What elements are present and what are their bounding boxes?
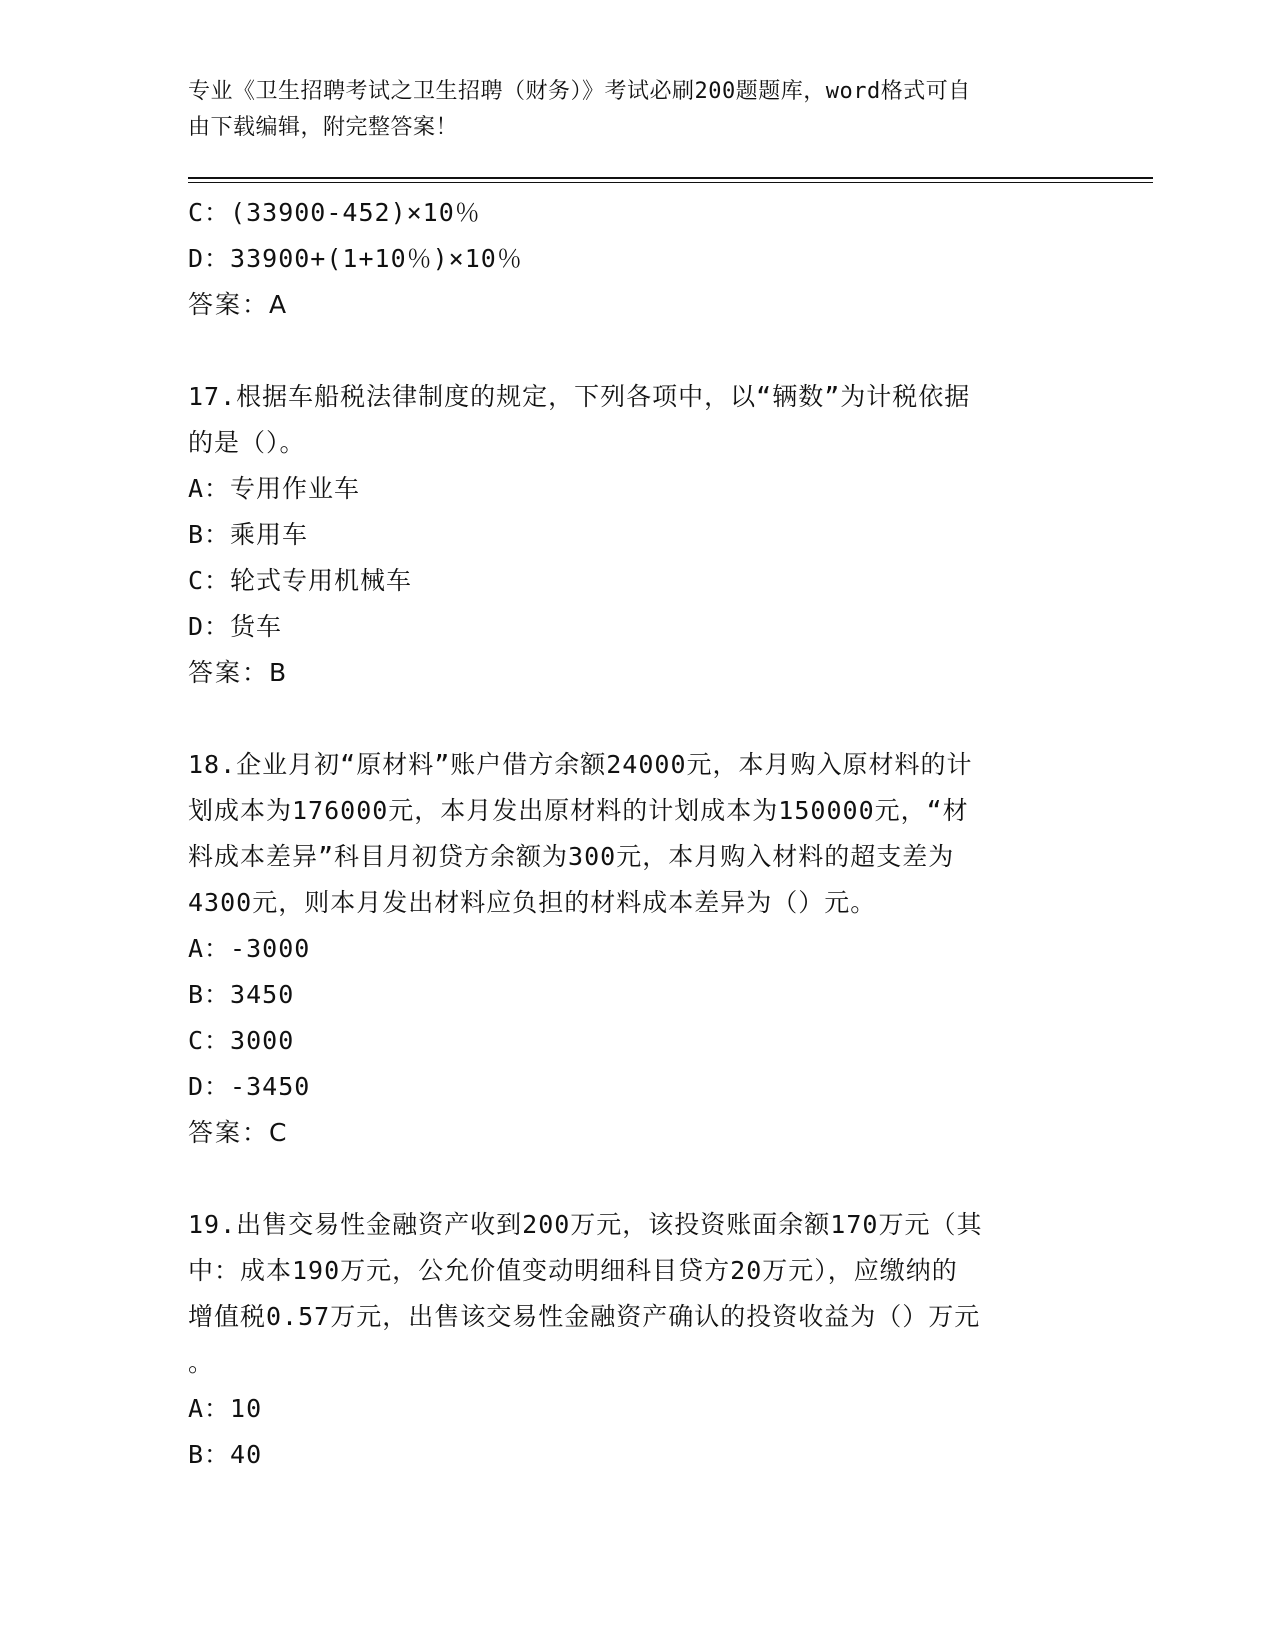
q17-answer: 答案：B xyxy=(188,658,289,687)
question-19 xyxy=(188,1202,1088,1478)
spacer xyxy=(188,328,1088,374)
q17-stem-line-2: 的是（）。 xyxy=(188,428,306,457)
question-16 xyxy=(188,190,1088,328)
q17-option-b: B：乘用车 xyxy=(188,520,309,549)
q16-option-d: D：33900+(1+10％)×10％ xyxy=(188,244,523,273)
q17-stem-line-1: 17.根据车船税法律制度的规定，下列各项中，以“辆数”为计税依据 xyxy=(188,382,971,411)
q19-option-a: A：10 xyxy=(188,1394,263,1423)
q18-option-a: A：-3000 xyxy=(188,934,311,963)
q19-stem-line-3: 增值税0.57万元，出售该交易性金融资产确认的投资收益为（）万元 xyxy=(188,1302,981,1331)
q18-option-c: C：3000 xyxy=(188,1026,295,1055)
q19-stem-line-2: 中：成本190万元，公允价值变动明细科目贷方20万元），应缴纳的 xyxy=(188,1256,958,1285)
q18-stem-line-2: 划成本为176000元，本月发出原材料的计划成本为150000元，“材 xyxy=(188,796,969,825)
q18-answer: 答案：C xyxy=(188,1118,289,1147)
header-line-1: 专业《卫生招聘考试之卫生招聘（财务）》考试必刷200题题库，word格式可自 xyxy=(188,79,971,104)
header-line-2: 由下载编辑，附完整答案！ xyxy=(188,115,459,140)
q17-option-c: C：轮式专用机械车 xyxy=(188,566,413,595)
q18-option-b: B：3450 xyxy=(188,980,295,1009)
q17-option-d: D：货车 xyxy=(188,612,283,641)
q17-option-a: A：专用作业车 xyxy=(188,474,361,503)
spacer xyxy=(188,1156,1088,1202)
document-header xyxy=(188,74,1078,146)
q16-option-c: C：(33900-452)×10％ xyxy=(188,198,481,227)
q18-stem-line-3: 料成本差异”科目月初贷方余额为300元，本月购入材料的超支差为 xyxy=(188,842,955,871)
header-rule-thick xyxy=(188,177,1153,179)
q19-option-b: B：40 xyxy=(188,1440,263,1469)
q18-option-d: D：-3450 xyxy=(188,1072,311,1101)
spacer xyxy=(188,696,1088,742)
question-17 xyxy=(188,374,1088,696)
header-rule-thin xyxy=(188,182,1153,183)
q19-stem-line-1: 19.出售交易性金融资产收到200万元，该投资账面余额170万元（其 xyxy=(188,1210,983,1239)
question-18 xyxy=(188,742,1088,1156)
q18-stem-line-1: 18.企业月初“原材料”账户借方余额24000元，本月购入原材料的计 xyxy=(188,750,973,779)
q18-stem-line-4: 4300元，则本月发出材料应负担的材料成本差异为（）元。 xyxy=(188,888,877,917)
document-body xyxy=(188,190,1088,1478)
q16-answer: 答案：A xyxy=(188,290,289,319)
q19-stem-line-4: 。 xyxy=(188,1348,215,1377)
